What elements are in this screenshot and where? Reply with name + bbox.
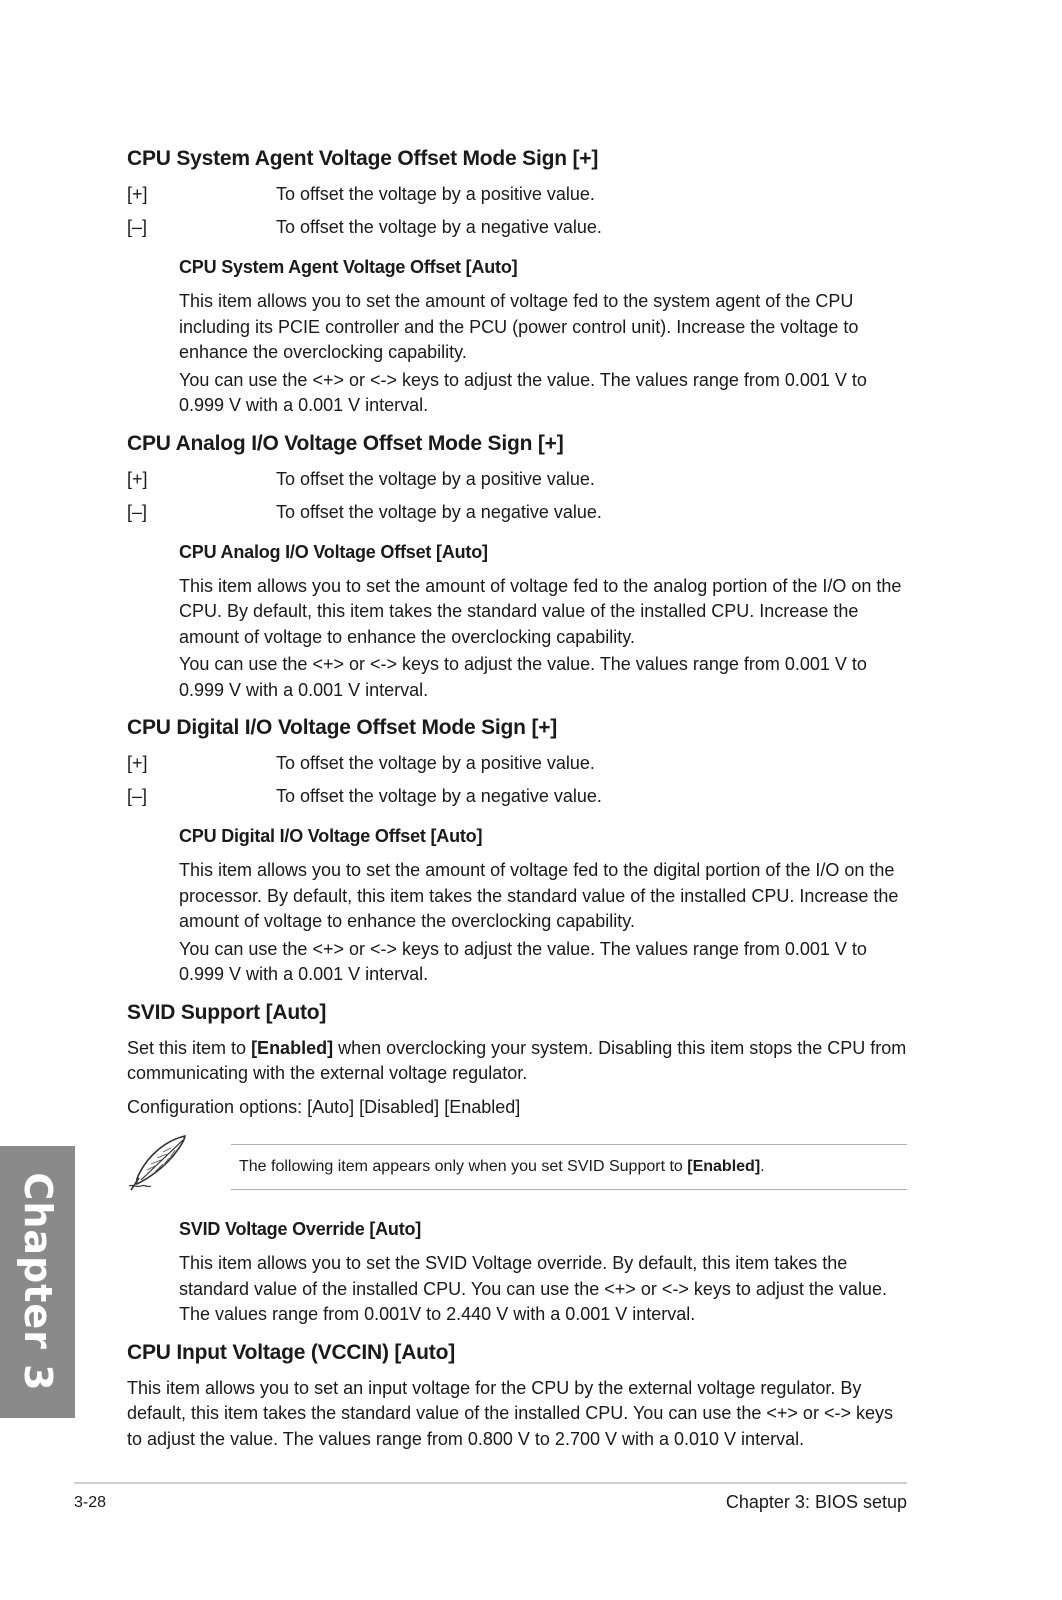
option-key: [–]	[127, 786, 148, 806]
option-row	[127, 784, 907, 808]
note-row	[127, 1134, 907, 1199]
section-title-sa-sign: CPU System Agent Voltage Offset Mode Sign [+]	[127, 147, 599, 170]
option-desc: To offset the voltage by a negative value.	[276, 501, 602, 522]
section-title-analog-sign: CPU Analog I/O Voltage Offset Mode Sign [+]	[127, 431, 564, 455]
subsection-title-analog-offset: CPU Analog I/O Voltage Offset [Auto]	[179, 541, 488, 562]
paragraph: This item allows you to set the amount of voltage fed to the digital portion of the I/O on the processor. By default, this item takes the standard value of the installed CPU. Increase the amount of voltage to enhance the overclocking capability.	[179, 860, 899, 931]
config-options: Configuration options: [Auto] [Disabled] [Enabled]	[127, 1096, 521, 1117]
option-row	[127, 467, 907, 491]
subsection-body	[179, 858, 907, 988]
option-row	[127, 751, 907, 775]
footer-divider	[74, 1482, 907, 1484]
option-key: [+]	[127, 184, 148, 204]
footer-title: Chapter 3: BIOS setup	[725, 1492, 907, 1512]
option-desc: To offset the voltage by a negative value.	[276, 786, 602, 806]
option-desc: To offset the voltage by a positive value.	[276, 753, 595, 773]
paragraph: This item allows you to set the SVID Voltage override. By default, this item takes the standard value of the installed CPU. You can use the <+> or <-> keys to adjust the value. The values range from 0.001V to 2.440 V with a 0.001 V interval.	[179, 1253, 887, 1324]
subsection-title-digital-offset: CPU Digital I/O Voltage Offset [Auto]	[179, 826, 483, 846]
text-run: .	[760, 1157, 765, 1175]
option-row	[127, 500, 907, 524]
chapter-tab-label: Chapter 3	[15, 1172, 60, 1392]
paragraph	[127, 1036, 907, 1087]
section-title-svid: SVID Support [Auto]	[127, 1000, 327, 1024]
subsection-body	[179, 1251, 907, 1328]
chapter-tab	[0, 1146, 75, 1418]
paragraph: You can use the <+> or <-> keys to adjust the value. The values range from 0.001 V to 0.999 V with a 0.001 V interval.	[179, 654, 867, 700]
paragraph: This item allows you to set the amount of voltage fed to the analog portion of the I/O on the CPU. By default, this item takes the standard value of the installed CPU. Increase the amount of voltage to enhance the overclocking capability.	[179, 575, 902, 647]
option-desc: To offset the voltage by a positive value.	[276, 184, 595, 204]
option-key: [–]	[127, 501, 148, 522]
paragraph: This item allows you to set the amount of voltage fed to the system agent of the CPU including its PCIE controller and the PCU (power control unit). Increase the voltage to enhance the overclocking capability.	[179, 291, 859, 362]
text-run: The following item appears only when you set SVID Support to	[239, 1157, 688, 1175]
section-title-vccin: CPU Input Voltage (VCCIN) [Auto]	[127, 1340, 456, 1364]
paragraph: This item allows you to set an input voltage for the CPU by the external voltage regulator. By default, this item takes the standard value of the installed CPU. You can use the <+> or <-> keys to adjust the value. The values range from 0.800 V to 2.700 V with a 0.010 V interval.	[127, 1377, 893, 1449]
option-key: [+]	[127, 753, 148, 773]
page-content	[127, 146, 907, 1454]
paragraph: You can use the <+> or <-> keys to adjust the value. The values range from 0.001 V to 0.999 V with a 0.001 V interval.	[179, 369, 867, 415]
option-key: [–]	[127, 217, 148, 237]
paragraph: You can use the <+> or <-> keys to adjust the value. The values range from 0.001 V to 0.999 V with a 0.001 V interval.	[179, 938, 867, 984]
subsection-body	[179, 289, 907, 419]
option-key: [+]	[127, 468, 148, 489]
feather-pen-icon	[127, 1134, 231, 1199]
bold-run: [Enabled]	[687, 1157, 761, 1175]
option-row	[127, 182, 907, 206]
option-desc: To offset the voltage by a negative value.	[276, 217, 602, 237]
note-box	[231, 1144, 907, 1190]
text-run: when overclocking your system. Disabling this item stops the CPU from communicating with the external voltage regulator.	[127, 1037, 907, 1083]
subsection-title-sa-offset: CPU System Agent Voltage Offset [Auto]	[179, 257, 518, 277]
page-number: 3-28	[74, 1494, 107, 1511]
subsection-title-svid-override: SVID Voltage Override [Auto]	[179, 1219, 422, 1239]
subsection-body	[179, 574, 907, 704]
option-desc: To offset the voltage by a positive value.	[276, 468, 595, 489]
option-row	[127, 215, 907, 239]
bold-run: [Enabled]	[251, 1037, 334, 1058]
text-run: Set this item to	[127, 1037, 252, 1058]
section-title-digital-sign: CPU Digital I/O Voltage Offset Mode Sign [+]	[127, 716, 558, 739]
